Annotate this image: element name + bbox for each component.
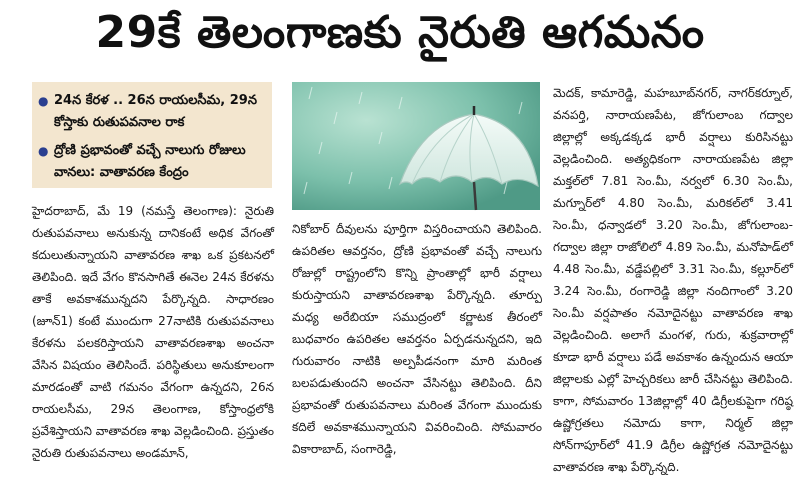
umbrella-icon bbox=[292, 82, 540, 210]
highlight-text: 24న కేరళ .. 26న రాయలసీమ, 29న కోస్తాకు రుతుపవనాల రాక bbox=[54, 93, 257, 130]
article-paragraph: మెదక్, కామారెడ్డి, మహబూబ్‌నగర్, నాగర్‌కర్నూల్, వనపర్తి, నారాయణపేట, జోగులాంబ గద్వాల జిల్లాల్లో అక్కడక్కడ భారీ వర్షాలు కురిసినట్టు వెల్లడించింది. అత్యధికంగా నారాయణపేట జిల్లా మక్తల్‌లో 7.81 సెం.మీ, నర్వలో 6.30 సెం.మీ, మగ్నూర్‌లో 4.80 సెం.మీ, మరికల్‌లో 3.41 సెం.మీ, ధన్వాడలో 3.20 సెం.మీ, జోగులాంబ-గద్వాల జిల్లా రాజోలిలో 4.89 సెం.మీ, మనోపాడ్‌లో 4.48 సెం.మీ, వడ్డేపల్లిలో 3.31 సెం.మీ, కల్లూర్‌లో 3.24 సెం.మీ, రంగారెడ్డి జిల్లా నందిగాంలో 3.20 సెం.మీ వర్షపాతం నమోదైనట్టు వాతావరణ శాఖ వెల్లడించింది. అలాగే మంగళ, గురు, శుక్రవారాల్లో కూడా భారీ వర్షాలు పడే అవకాశం ఉన్నందున ఆయా జిల్లాలకు ఎల్లో హెచ్చరికలు జారీ చేసినట్టు తెలిపింది. కాగా, సోమవారం 13జిల్లాల్లో 40 డిగ్రీలకుపైగా గరిష్ఠ ఉష్ణోగ్రతలు నమోదు కాగా, నిర్మల్ జిల్లా సోన్‌గాపూర్‌లో 41.9 డిగ్రీల ఉష్ణోగ్రత నమోదైనట్టు వాతావరణ శాఖ పేర్కొన్నది. bbox=[553, 86, 793, 474]
article-paragraph: హైదరాబాద్, మే 19 (నమస్తే తెలంగాణ): నైరుతి రుతుపవనాలు అనుకున్న దానికంటే అధిక వేగంతో కదులుతున్నాయని వాతావరణ శాఖ ఒక ప్రకటనలో తెలిపింది. ఇదే వేగం కొనసాగితే ఈనెల 24న కేరళను తాకే అవకాశమున్నదని పేర్కొన్నది. సాధారణం (జూన్1) కంటే ముందుగా 27నాటికి రుతుపవనాలు కేరళను పలకరిస్తాయని వాతావరణశాఖ అంచనా వేసిన విషయం తెలిసిందే. పరిస్థితులు అనుకూలంగా మారడంతో వాటి గమనం వేగంగా ఉన్నదని, 26న రాయలసీమ, 29న తెలంగాణ, కోస్తాంధ్రలోకి ప్రవేశిస్తాయని వాతావరణ శాఖ వెల్లడించింది. ప్రస్తుతం నైరుతి రుతుపవనాలు అండమాన్, bbox=[32, 204, 274, 460]
article-paragraph: నికోబార్ దీవులను పూర్తిగా విస్తరించాయని తెలిపింది. ఉపరితల ఆవర్తనం, ద్రోణి ప్రభావంతో వచ్చే నాలుగు రోజుల్లో రాష్ట్రంలోని కొన్ని ప్రాంతాల్లో భారీ వర్షాలు కురుస్తాయని వాతావరణశాఖ పేర్కొన్నది. తూర్పు మధ్య అరేబియా సముద్రంలో కర్ణాటక తీరంలో బుధవారం ఉపరితల ఆవర్తనం ఏర్పడనున్నదని, ఇది గురువారం నాటికి అల్పపీడనంగా మారి మరింత బలపడుతుందని అంచనా వేసినట్టు తెలిపింది. దీని ప్రభావంతో రుతుపవనాలు మరింత వేగంగా ముందుకు కదిలే అవకాశమున్నాయని వివరించింది. సోమవారం వికారాబాద్, సంగారెడ్డి, bbox=[292, 222, 542, 456]
highlight-text: ద్రోణి ప్రభావంతో వచ్చే నాలుగు రోజులు వానలు: వాతావరణ కేంద్రం bbox=[54, 143, 246, 180]
highlight-item bbox=[38, 140, 266, 184]
article-column-3 bbox=[553, 82, 793, 474]
umbrella-rain-photo bbox=[292, 82, 540, 210]
highlights-box bbox=[32, 82, 272, 188]
highlight-item bbox=[38, 90, 266, 134]
article-column-2 bbox=[292, 218, 542, 456]
bullet-icon: ● bbox=[38, 144, 49, 158]
bullet-icon: ● bbox=[38, 94, 49, 108]
article-column-1 bbox=[32, 200, 274, 460]
article-headline: 29కే తెలంగాణకు నైరుతి ఆగమనం bbox=[95, 7, 705, 58]
